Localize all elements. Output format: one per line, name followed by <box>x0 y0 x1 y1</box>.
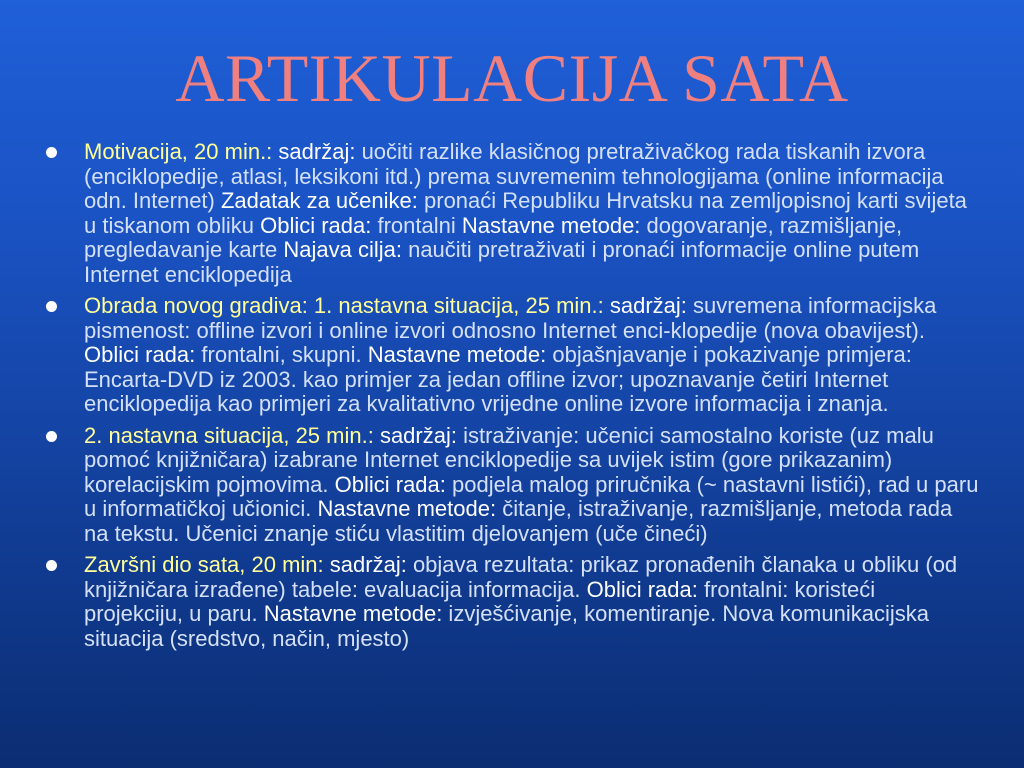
bullet-dot-icon <box>46 301 57 312</box>
section-heading: 2. nastavna situacija, 25 min.: <box>84 422 380 448</box>
field-text: frontalni <box>371 212 462 238</box>
field-text: podjela malog priručnika (~ nastavni listići), rad u paru u informatičkoj učionici. <box>84 471 979 521</box>
field-text: objava rezultata: prikaz pronađenih članaka u obliku (od knjižničara izrađene) tabele: evaluacija informacija. <box>84 552 958 602</box>
section-heading: Obrada novog gradiva: 1. nastavna situacija, 25 min.: <box>84 293 610 318</box>
field-label: Oblici rada: <box>334 471 446 497</box>
bullet-dot-icon <box>46 560 57 571</box>
section-heading: Motivacija, 20 min.: <box>84 139 279 164</box>
field-text: istraživanje: učenici samostalno koriste (uz malu pomoć knjižničara) izabrane Internet enciklopedije sa uvijek istim (gore prikazanim) korelacijskim pojmovima. <box>84 422 934 497</box>
bullet-item-situacija-2 <box>40 424 980 547</box>
bullet-dot-icon <box>46 147 57 158</box>
field-label: Nastavne metode: <box>317 496 497 521</box>
field-text: naučiti pretraživati i pronaći informacije online putem Internet enciklopedija <box>84 237 920 287</box>
field-text: frontalni, skupni. <box>195 342 368 367</box>
field-label: Nastavne metode: <box>263 601 443 626</box>
field-text: uočiti razlike klasičnog pretraživačkog rada tiskanih izvora (enciklopedije, atlasi, leksikoni itd.) prema suvremenim tehnologijama (online informacija odn. Internet) <box>84 139 944 213</box>
field-label: sadržaj: <box>329 552 407 577</box>
field-text: suvremena informacijska pismenost: offline izvori i online izvori odnosno Internet enci-klopedije (nova obavijest). <box>84 293 937 343</box>
slide-title: ARTIKULACIJA SATA <box>175 40 849 116</box>
field-label: sadržaj: <box>278 139 356 164</box>
field-label: Zadatak za učenike: <box>220 188 418 213</box>
field-text: objašnjavanje i pokazivanje primjera: Encarta-DVD iz 2003. kao primjer za jedan offline izvor; upoznavanje četiri Internet enciklopedija kao primjeri za kvalitativno vrijedne online izvore informacija i znanja. <box>84 342 912 416</box>
section-heading: Završni dio sata, 20 min: <box>84 552 330 577</box>
field-text: čitanje, istraživanje, razmišljanje, metoda rada na tekstu. Učenici znanje stiću vlastitim djelovanjem (uče čineći) <box>84 496 953 546</box>
bullet-item-zavrsni <box>40 553 980 651</box>
field-text: dogovaranje, razmišljanje, pregledavanje karte <box>84 212 903 262</box>
field-label: Oblici rada: <box>586 576 698 602</box>
field-label: Nastavne metode: <box>367 342 547 367</box>
field-label: sadržaj: <box>609 293 687 318</box>
bullet-list <box>40 140 980 658</box>
bullet-item-obrada <box>40 294 980 417</box>
field-label: Oblici rada: <box>260 212 372 238</box>
field-text: izvješćivanje, komentiranje. Nova komunikacijska situacija (sredstvo, način, mjesto) <box>84 601 929 651</box>
field-text: frontalni: koristeći projekciju, u paru. <box>84 576 876 626</box>
bullet-dot-icon <box>46 431 57 442</box>
field-label: sadržaj: <box>379 422 457 448</box>
field-label: Oblici rada: <box>84 342 196 367</box>
field-label: Najava cilja: <box>283 237 402 262</box>
field-text: pronaći Republiku Hrvatsku na zemljopisnoj karti svijeta u tiskanom obliku <box>84 188 967 238</box>
field-label: Nastavne metode: <box>461 212 641 238</box>
bullet-item-motivacija <box>40 140 980 287</box>
